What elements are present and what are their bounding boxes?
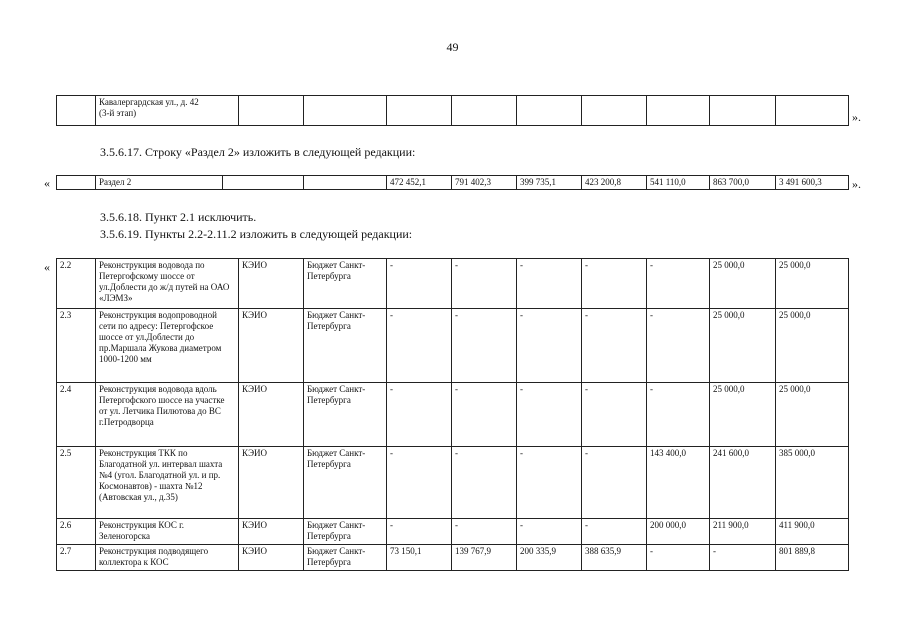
page-number: 49 [446,40,459,54]
paragraph: 3.5.6.19. Пункты 2.2-2.11.2 изложить в следующей редакции: [100,227,413,241]
table-cell [710,96,776,126]
organization: КЭИО [239,309,304,383]
close-quote: ». [852,110,861,124]
table-row [57,259,849,309]
item-name: Реконструкция водовода по Петергофскому шоссе от ул.Доблести до ж/д путей на ОАО «ЛЭМЗ» [96,259,239,309]
value-cell: 399 735,1 [517,176,582,190]
table-cell [452,96,517,126]
item-name: Реконструкция водовода вдоль Петергофского шоссе на участке от ул. Летчика Пилютова до ВС г.Петродворца [96,383,239,447]
value-cell: 25 000,0 [710,259,776,309]
budget-source: Бюджет Санкт-Петербурга [304,447,387,519]
paragraph: 3.5.6.18. Пункт 2.1 исключить. [100,210,257,224]
table-cell [96,96,239,126]
value-cell: 25 000,0 [776,259,849,309]
item-name: Реконструкция подводящего коллектора к КОС [96,545,239,571]
value-cell: - [647,383,710,447]
value-cell: - [452,259,517,309]
table-cell [647,96,710,126]
value-cell: - [517,309,582,383]
table-row [57,96,849,126]
table-row [57,447,849,519]
table-cell [517,96,582,126]
value-cell: - [452,519,517,545]
value-cell: - [387,309,452,383]
value-cell: 3 491 600,3 [776,176,849,190]
organization: КЭИО [239,259,304,309]
value-cell: - [517,519,582,545]
value-cell: - [582,259,647,309]
value-cell: 25 000,0 [710,383,776,447]
value-cell: 541 110,0 [647,176,710,190]
value-cell: - [517,447,582,519]
row-number: 2.4 [57,383,96,447]
table-cell [776,96,849,126]
table-cell [387,96,452,126]
table-row [57,519,849,545]
main-table [56,258,849,571]
organization: КЭИО [239,383,304,447]
value-cell: 143 400,0 [647,447,710,519]
organization: КЭИО [239,519,304,545]
value-cell: 139 767,9 [452,545,517,571]
section-label: Раздел 2 [96,176,223,190]
value-cell: 472 452,1 [387,176,452,190]
value-cell: - [387,383,452,447]
table-cell [239,96,304,126]
value-cell: - [387,447,452,519]
value-cell: 241 600,0 [710,447,776,519]
section-table [56,175,849,190]
table-cell [57,176,96,190]
table-row [57,545,849,571]
item-line: Кавалергардская ул., д. 42 [99,97,199,107]
budget-source: Бюджет Санкт-Петербурга [304,259,387,309]
close-quote: ». [852,177,861,191]
row-number: 2.2 [57,259,96,309]
value-cell: 388 635,9 [582,545,647,571]
value-cell: - [582,519,647,545]
organization: КЭИО [239,447,304,519]
top-table [56,95,849,126]
value-cell: 791 402,3 [452,176,517,190]
value-cell: - [452,447,517,519]
value-cell: - [582,383,647,447]
value-cell: 801 889,8 [776,545,849,571]
item-line: (3-й этап) [99,108,137,118]
value-cell: 25 000,0 [776,309,849,383]
organization: КЭИО [239,545,304,571]
value-cell: - [387,519,452,545]
value-cell: 73 150,1 [387,545,452,571]
paragraph: 3.5.6.17. Строку «Раздел 2» изложить в следующей редакции: [100,145,416,159]
value-cell: - [517,259,582,309]
budget-source: Бюджет Санкт-Петербурга [304,545,387,571]
value-cell: - [647,259,710,309]
table-cell [582,96,647,126]
open-quote: « [44,260,50,274]
table-row [57,383,849,447]
value-cell: 200 335,9 [517,545,582,571]
value-cell: - [517,383,582,447]
value-cell: 25 000,0 [710,309,776,383]
value-cell: - [582,309,647,383]
value-cell: - [647,309,710,383]
budget-source: Бюджет Санкт-Петербурга [304,383,387,447]
row-number: 2.6 [57,519,96,545]
value-cell: 211 900,0 [710,519,776,545]
table-cell [223,176,304,190]
row-number: 2.5 [57,447,96,519]
value-cell: 200 000,0 [647,519,710,545]
item-name: Реконструкция КОС г. Зеленогорска [96,519,239,545]
open-quote: « [44,176,50,190]
table-row [57,309,849,383]
value-cell: 863 700,0 [710,176,776,190]
row-number: 2.3 [57,309,96,383]
value-cell: 385 000,0 [776,447,849,519]
table-row [57,176,849,190]
value-cell: - [710,545,776,571]
value-cell: 411 900,0 [776,519,849,545]
table-cell [304,176,387,190]
item-name: Реконструкция ТКК по Благодатной ул. интервал шахта №4 (угол. Благодатной ул. и пр. Космонавтов) - шахта №12 (Автовская ул., д.35) [96,447,239,519]
value-cell: - [582,447,647,519]
row-number: 2.7 [57,545,96,571]
value-cell: 25 000,0 [776,383,849,447]
budget-source: Бюджет Санкт-Петербурга [304,309,387,383]
value-cell: - [452,309,517,383]
budget-source: Бюджет Санкт-Петербурга [304,519,387,545]
value-cell: - [387,259,452,309]
value-cell: - [647,545,710,571]
table-cell [57,96,96,126]
value-cell: 423 200,8 [582,176,647,190]
table-cell [304,96,387,126]
value-cell: - [452,383,517,447]
item-name: Реконструкция водопроводной сети по адресу: Петергофское шоссе от ул.Доблести до пр.Маршала Жукова диаметром 1000-1200 мм [96,309,239,383]
